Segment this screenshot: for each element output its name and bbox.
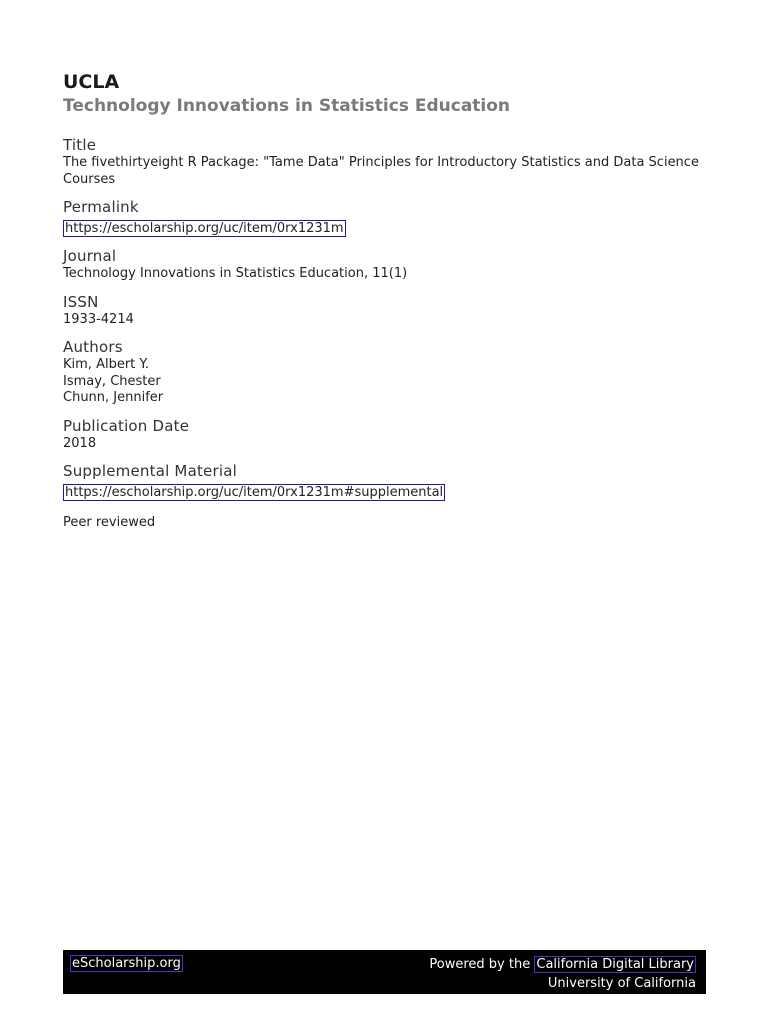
publication-date-field: [63, 416, 706, 453]
powered-by-text: Powered by the: [429, 957, 531, 972]
journal-value: Technology Innovations in Statistics Education, 11(1): [63, 266, 408, 281]
author-name: Chunn, Jennifer: [63, 390, 164, 405]
document-page: [63, 70, 706, 531]
issn-field: [63, 292, 706, 329]
journal-label: Journal: [63, 247, 117, 265]
footer-right: [429, 955, 696, 993]
title-value: The fivethirtyeight R Package: "Tame Data" Principles for Introductory Statistics and Data Science Courses: [63, 155, 699, 187]
supplemental-label: Supplemental Material: [63, 462, 237, 480]
author-name: Kim, Albert Y.: [63, 357, 149, 372]
author-name: Ismay, Chester: [63, 373, 161, 389]
supplemental-link[interactable]: https://escholarship.org/uc/item/0rx1231m#supplemental: [65, 485, 444, 500]
issn-value: 1933-4214: [63, 311, 134, 327]
footer-left: [70, 955, 183, 972]
institution-name: UCLA: [63, 71, 120, 93]
footer-bar: [63, 950, 706, 994]
publication-date-label: Publication Date: [63, 416, 190, 435]
title-label: Title: [63, 136, 97, 154]
title-field: [63, 135, 706, 188]
permalink-field: [63, 197, 706, 237]
supplemental-field: [63, 461, 706, 501]
authors-label: Authors: [63, 338, 123, 356]
university-name: University of California: [547, 976, 696, 991]
issn-label: ISSN: [63, 292, 99, 311]
permalink-link[interactable]: https://escholarship.org/uc/item/0rx1231m: [65, 221, 344, 236]
journal-title: Technology Innovations in Statistics Education: [63, 96, 511, 116]
cdl-link[interactable]: California Digital Library: [536, 957, 694, 972]
escholarship-link[interactable]: eScholarship.org: [72, 956, 181, 971]
peer-review-status: Peer reviewed: [63, 515, 156, 530]
publication-date-value: 2018: [63, 435, 97, 451]
permalink-label: Permalink: [63, 198, 139, 216]
journal-field: [63, 246, 706, 283]
authors-field: [63, 337, 706, 407]
